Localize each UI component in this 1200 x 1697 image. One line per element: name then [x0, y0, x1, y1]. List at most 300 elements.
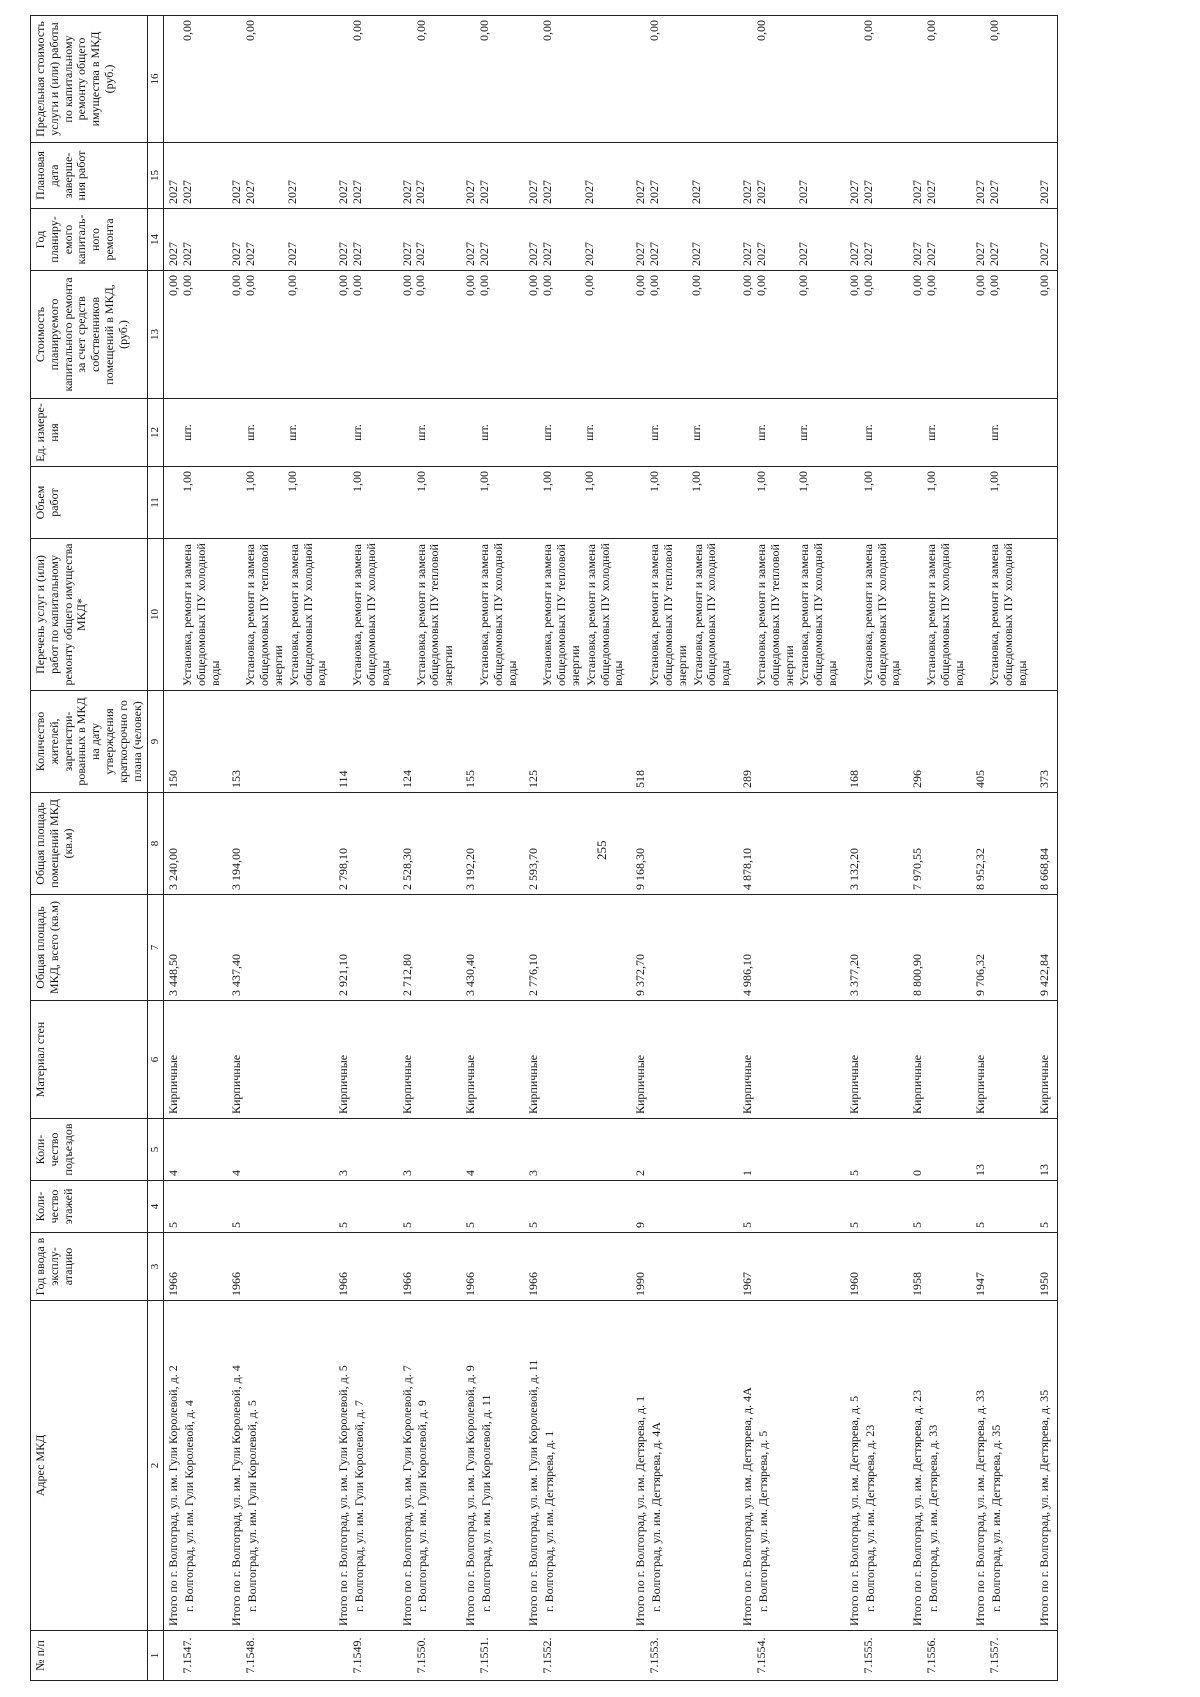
summary-end-date: 2027 [846, 180, 861, 204]
address-cell [738, 1301, 845, 1631]
limit-cell [524, 16, 631, 143]
work-year: 2027 [860, 242, 875, 266]
row-number: 7.1554. [753, 1637, 768, 1674]
table-cell [1035, 691, 1057, 793]
cell-value: Кирпичные [910, 1054, 925, 1114]
work-cost: 0,00 [540, 275, 555, 296]
work-name: Установка, ремонт и замена общедомовых ПУ тепловой энергии [753, 544, 796, 686]
table-cell [398, 1001, 461, 1119]
table-cell [227, 793, 334, 895]
column-header: Ед. измере- ния [31, 399, 148, 467]
cell-value: 3 194,00 [229, 848, 244, 890]
work-name-cell [631, 539, 738, 691]
table-cell [398, 1181, 461, 1233]
limit-value: 0,00 [180, 20, 195, 41]
summary-end-date: 2027 [399, 180, 414, 204]
work-cost: 0,00 [795, 275, 810, 296]
work-unit-cell [227, 399, 334, 467]
work-year-cell [227, 209, 334, 271]
table-cell [334, 793, 397, 895]
cell-value: 1966 [336, 1272, 351, 1296]
work-end-cell [461, 143, 524, 209]
column-header: Коли- чество подъездов [31, 1119, 148, 1181]
summary-end-date: 2027 [739, 180, 754, 204]
work-year: 2027 [476, 242, 491, 266]
table-cell [738, 1233, 845, 1301]
row-number-cell [164, 1631, 228, 1681]
work-volume-cell [908, 467, 971, 539]
cell-value: 13 [973, 1164, 988, 1176]
work-cost: 0,00 [753, 275, 768, 296]
itogo-label: Итого по г. Волгоград, ул. им. Дегтярева, д. 5 [846, 1395, 861, 1626]
table-row [524, 16, 631, 1681]
work-unit: шт. [795, 424, 810, 441]
table-row [845, 16, 908, 1681]
table-cell [227, 1233, 334, 1301]
table-cell [971, 1001, 1034, 1119]
column-number: 16 [148, 16, 164, 143]
cell-value: 1966 [399, 1272, 414, 1296]
work-unit: шт. [688, 424, 703, 441]
summary-year: 2027 [462, 242, 477, 266]
cell-value: 1967 [739, 1272, 754, 1296]
limit-value: 0,00 [540, 20, 555, 41]
cell-value: 405 [973, 770, 988, 788]
work-cost-cell [1035, 271, 1057, 399]
work-unit: шт. [413, 424, 428, 441]
column-header: Коли- чество этажей [31, 1181, 148, 1233]
summary-year: 2027 [633, 242, 648, 266]
cell-value: 8 952,32 [973, 848, 988, 890]
work-year-cell [398, 209, 461, 271]
address-text: г. Волгоград, ул. им. Дегтярева, д. 23 [862, 1424, 877, 1612]
limit-value: 0,00 [987, 20, 1002, 41]
work-unit-cell [524, 399, 631, 467]
limit-cell [461, 16, 524, 143]
limit-cell [398, 16, 461, 143]
column-number: 8 [148, 793, 164, 895]
cell-value: 4 986,10 [739, 954, 754, 996]
work-unit: шт. [987, 424, 1002, 441]
work-volume-cell [461, 467, 524, 539]
column-number: 7 [148, 895, 164, 1001]
address-cell [524, 1301, 631, 1631]
address-cell [631, 1301, 738, 1631]
work-name: Установка, ремонт и замена общедомовых ПУ холодной воды [797, 543, 839, 686]
work-end-cell [164, 143, 228, 209]
cell-value: 289 [739, 770, 754, 788]
cell-value: 9 706,32 [973, 954, 988, 996]
work-end-cell [227, 143, 334, 209]
cell-value: Кирпичные [229, 1054, 244, 1114]
summary-year: 2027 [526, 242, 541, 266]
table-cell [1035, 895, 1057, 1001]
itogo-label: Итого по г. Волгоград, ул. им. Дегтярева, д. 1 [633, 1395, 648, 1626]
table-cell [461, 1001, 524, 1119]
table-cell [908, 1001, 971, 1119]
cell-value: Кирпичные [846, 1054, 861, 1114]
table-cell [908, 1119, 971, 1181]
work-end: 2027 [413, 180, 428, 204]
row-number-cell [845, 1631, 908, 1681]
work-year: 2027 [987, 242, 1002, 266]
cell-value: 5 [336, 1222, 351, 1228]
summary-end-date: 2027 [633, 180, 648, 204]
work-end: 2027 [285, 180, 299, 204]
work-volume: 1,00 [924, 471, 939, 492]
summary-cost: 0,00 [739, 275, 754, 296]
work-volume: 1,00 [688, 471, 703, 492]
summary-end-date: 2027 [910, 180, 925, 204]
work-volume-cell [738, 467, 845, 539]
work-cost: 0,00 [923, 275, 938, 296]
summary-cost: 0,00 [1036, 275, 1051, 296]
table-cell [845, 1233, 908, 1301]
row-number-cell [524, 1631, 631, 1681]
table-row [738, 16, 845, 1681]
cell-value: 1966 [462, 1272, 477, 1296]
cell-value: 5 [229, 1222, 244, 1228]
work-cost: 0,00 [581, 275, 596, 296]
limit-value: 0,00 [924, 20, 939, 41]
cell-value: 2 593,70 [526, 848, 541, 890]
work-volume: 1,00 [647, 471, 662, 492]
work-unit: шт. [285, 424, 300, 441]
page-number: 255 [594, 840, 609, 860]
work-year-cell [738, 209, 845, 271]
column-number: 4 [148, 1181, 164, 1233]
work-unit: шт. [647, 424, 662, 441]
work-name: Установка, ремонт и замена общедомовых ПУ холодной воды [987, 543, 1030, 686]
cell-value: 125 [526, 770, 541, 788]
address-text: г. Волгоград, ул. им. Гули Королевой, д. 11 [478, 1394, 493, 1612]
table-cell [631, 895, 738, 1001]
work-year: 2027 [923, 242, 938, 266]
work-name: Установка, ремонт и замена общедомовых ПУ холодной воды [583, 543, 626, 686]
work-name: Установка, ремонт и замена общедомовых ПУ холодной воды [476, 543, 519, 686]
cell-value: 5 [526, 1222, 541, 1228]
work-volume: 1,00 [540, 471, 555, 492]
table-cell [524, 1001, 631, 1119]
limit-cell [845, 16, 908, 143]
summary-end-date: 2027 [229, 180, 244, 204]
work-end: 2027 [860, 180, 875, 204]
summary-cost: 0,00 [229, 275, 244, 296]
work-cost: 0,00 [987, 275, 1002, 296]
row-number: 7.1557. [987, 1637, 1002, 1674]
cell-value: 9 168,30 [633, 848, 648, 890]
table-cell [334, 895, 397, 1001]
work-year: 2027 [243, 242, 258, 266]
summary-cost: 0,00 [399, 275, 414, 296]
work-year: 2027 [285, 242, 299, 266]
work-cost-cell [461, 271, 524, 399]
limit-value: 0,00 [350, 20, 365, 41]
cell-value: 1950 [1036, 1272, 1051, 1296]
table-cell [227, 691, 334, 793]
row-number-cell [1035, 1631, 1057, 1681]
cell-value: 2 528,30 [399, 848, 414, 890]
column-number: 10 [148, 539, 164, 691]
work-cost: 0,00 [243, 275, 258, 296]
row-number-cell [908, 1631, 971, 1681]
work-unit-cell [334, 399, 397, 467]
work-name-cell [398, 539, 461, 691]
row-number-cell [398, 1631, 461, 1681]
work-name-cell [908, 539, 971, 691]
work-unit: шт. [753, 424, 768, 441]
summary-end-date: 2027 [973, 180, 988, 204]
row-number: 7.1551. [476, 1637, 491, 1674]
itogo-label: Итого по г. Волгоград, ул. им. Гули Королевой, д. 9 [462, 1365, 477, 1626]
address-text: г. Волгоград, ул. им. Гули Королевой, д. 7 [351, 1400, 366, 1612]
cell-value: 1947 [973, 1272, 988, 1296]
summary-year: 2027 [846, 242, 861, 266]
column-header: Количество жителей, зарегистри- рованных в МКД на дату утверждения краткосрочно го плана (человек) [31, 691, 148, 793]
work-name: Установка, ремонт и замена общедомовых ПУ тепловой энергии [413, 544, 456, 686]
table-body [164, 16, 1058, 1681]
summary-cost: 0,00 [462, 275, 477, 296]
work-unit-cell [971, 399, 1034, 467]
work-year-cell [524, 209, 631, 271]
column-header: Плановая дата заверше- ния работ [31, 143, 148, 209]
work-unit-cell [631, 399, 738, 467]
table-cell [971, 793, 1034, 895]
work-name-cell [1035, 539, 1057, 691]
cell-value: 5 [462, 1222, 477, 1228]
summary-end-date: 2027 [1036, 180, 1051, 204]
work-name: Установка, ремонт и замена общедомовых ПУ тепловой энергии [243, 544, 285, 686]
column-header: № п/п [31, 1631, 148, 1681]
work-unit: шт. [350, 424, 365, 441]
table-cell [971, 1181, 1034, 1233]
table-cell [164, 793, 228, 895]
work-year: 2027 [646, 242, 661, 266]
table-cell [461, 691, 524, 793]
limit-cell [971, 16, 1034, 143]
row-number-cell [738, 1631, 845, 1681]
limit-value: 0,00 [860, 20, 875, 41]
work-end-cell [845, 143, 908, 209]
work-end: 2027 [243, 180, 258, 204]
cell-value: 168 [846, 770, 861, 788]
table-cell [971, 691, 1034, 793]
table-cell [398, 793, 461, 895]
work-cost-cell [398, 271, 461, 399]
work-year: 2027 [413, 242, 428, 266]
cell-value: 1958 [910, 1272, 925, 1296]
work-cost: 0,00 [646, 275, 661, 296]
work-volume: 1,00 [350, 471, 365, 492]
work-name-cell [334, 539, 397, 691]
row-number: 7.1552. [540, 1637, 555, 1674]
work-cost: 0,00 [179, 275, 194, 296]
summary-end-date: 2027 [166, 180, 181, 204]
table-cell [631, 1001, 738, 1119]
table-cell [1035, 1233, 1057, 1301]
work-year: 2027 [753, 242, 768, 266]
column-number: 9 [148, 691, 164, 793]
cell-value: 5 [846, 1170, 861, 1176]
column-header: Адрес МКД [31, 1301, 148, 1631]
cell-value: Кирпичные [399, 1054, 414, 1114]
table-cell [738, 895, 845, 1001]
table-cell [524, 691, 631, 793]
cell-value: 2 776,10 [526, 954, 541, 996]
cell-value: 1 [739, 1170, 754, 1176]
limit-cell [164, 16, 228, 143]
work-unit-cell [1035, 399, 1057, 467]
table-cell [227, 1119, 334, 1181]
work-unit: шт. [540, 424, 555, 441]
column-number: 6 [148, 1001, 164, 1119]
cell-value: 7 970,55 [910, 848, 925, 890]
table-cell [1035, 793, 1057, 895]
work-cost-cell [227, 271, 334, 399]
table-cell [227, 1181, 334, 1233]
summary-cost: 0,00 [336, 275, 351, 296]
table-cell [334, 1233, 397, 1301]
table-cell [398, 691, 461, 793]
work-end: 2027 [540, 180, 555, 204]
cell-value: 5 [973, 1222, 988, 1228]
table-cell [738, 691, 845, 793]
table-cell [227, 1001, 334, 1119]
table-row [971, 16, 1034, 1681]
table-cell [1035, 1181, 1057, 1233]
work-unit-cell [398, 399, 461, 467]
cell-value: 5 [1036, 1222, 1051, 1228]
itogo-label: Итого по г. Волгоград, ул. им. Дегтярева, д. 33 [973, 1389, 988, 1626]
work-name: Установка, ремонт и замена общедомовых ПУ холодной воды [180, 543, 222, 686]
table-cell [524, 1233, 631, 1301]
table-row [164, 16, 228, 1681]
limit-cell [631, 16, 738, 143]
table-row [227, 16, 334, 1681]
address-cell [845, 1301, 908, 1631]
summary-year: 2027 [399, 242, 414, 266]
column-header: Год планиру- емого капиталь- ного ремонта [31, 209, 148, 271]
row-number: 7.1556. [924, 1637, 939, 1674]
column-number: 14 [148, 209, 164, 271]
table-cell [738, 1181, 845, 1233]
cell-value: Кирпичные [166, 1054, 181, 1114]
work-unit-cell [461, 399, 524, 467]
summary-year: 2027 [973, 242, 988, 266]
work-volume: 1,00 [753, 471, 768, 492]
work-year-cell [845, 209, 908, 271]
work-volume-cell [524, 467, 631, 539]
cell-value: 9 [633, 1222, 648, 1228]
summary-cost: 0,00 [973, 275, 988, 296]
work-unit: шт. [243, 424, 258, 441]
table-cell [738, 793, 845, 895]
table-cell [631, 1233, 738, 1301]
table-cell [524, 895, 631, 1001]
column-number: 13 [148, 271, 164, 399]
address-cell [1035, 1301, 1057, 1631]
cell-value: 5 [846, 1222, 861, 1228]
cell-value: Кирпичные [633, 1054, 648, 1114]
table-cell [1035, 1119, 1057, 1181]
table-cell [1035, 1001, 1057, 1119]
work-name: Установка, ремонт и замена общедомовых ПУ холодной воды [924, 543, 966, 686]
limit-value: 0,00 [243, 20, 258, 41]
column-header: Год ввода в эксплу- атацию [31, 1233, 148, 1301]
table-cell [908, 895, 971, 1001]
cell-value: 153 [229, 770, 244, 788]
cell-value: 5 [166, 1222, 181, 1228]
work-end: 2027 [753, 180, 768, 204]
table-cell [461, 1233, 524, 1301]
cell-value: 9 422,84 [1036, 954, 1051, 996]
cell-value: 3 240,00 [166, 848, 181, 890]
work-end-cell [334, 143, 397, 209]
work-cost-cell [524, 271, 631, 399]
cell-value: 1960 [846, 1272, 861, 1296]
summary-cost: 0,00 [910, 275, 925, 296]
table-cell [908, 691, 971, 793]
limit-value: 0,00 [753, 20, 768, 41]
column-number: 5 [148, 1119, 164, 1181]
work-end-cell [524, 143, 631, 209]
table-cell [631, 1181, 738, 1233]
limit-cell [227, 16, 334, 143]
itogo-label: Итого по г. Волгоград, ул. им. Дегтярева, д. 35 [1036, 1389, 1051, 1626]
table-cell [738, 1119, 845, 1181]
work-volume-cell [1035, 467, 1057, 539]
work-volume-cell [631, 467, 738, 539]
table-cell [908, 1233, 971, 1301]
table-cell [334, 1181, 397, 1233]
table-cell [398, 1233, 461, 1301]
table-cell [971, 1119, 1034, 1181]
table-cell [631, 1119, 738, 1181]
table-cell [461, 793, 524, 895]
work-unit: шт. [860, 424, 875, 441]
work-name: Установка, ремонт и замена общедомовых ПУ тепловой энергии [647, 544, 689, 686]
address-text: г. Волгоград, ул. им. Гули Королевой, д. 4 [181, 1400, 196, 1612]
work-cost: 0,00 [860, 275, 875, 296]
work-year-cell [971, 209, 1034, 271]
address-cell [398, 1301, 461, 1631]
work-end: 2027 [476, 180, 491, 204]
table-cell [461, 1119, 524, 1181]
limit-cell [738, 16, 845, 143]
work-volume: 1,00 [860, 471, 875, 492]
work-cost-cell [631, 271, 738, 399]
summary-cost: 0,00 [166, 275, 181, 296]
column-header: Материал стен [31, 1001, 148, 1119]
table-cell [164, 691, 228, 793]
table-cell [461, 1181, 524, 1233]
work-volume: 1,00 [285, 471, 300, 492]
summary-cost: 0,00 [633, 275, 648, 296]
table-cell [631, 691, 738, 793]
work-end-cell [398, 143, 461, 209]
table-cell [971, 895, 1034, 1001]
table-cell [845, 1001, 908, 1119]
work-end: 2027 [688, 180, 703, 204]
summary-cost: 0,00 [526, 275, 541, 296]
itogo-label: Итого по г. Волгоград, ул. им. Гули Королевой, д. 4 [229, 1365, 244, 1626]
work-name-cell [461, 539, 524, 691]
itogo-label: Итого по г. Волгоград, ул. им. Гули Королевой, д. 11 [526, 1359, 541, 1626]
itogo-label: Итого по г. Волгоград, ул. им. Гули Королевой, д. 2 [166, 1365, 181, 1626]
work-volume: 1,00 [180, 471, 195, 492]
table-cell [398, 1119, 461, 1181]
work-volume: 1,00 [243, 471, 258, 492]
